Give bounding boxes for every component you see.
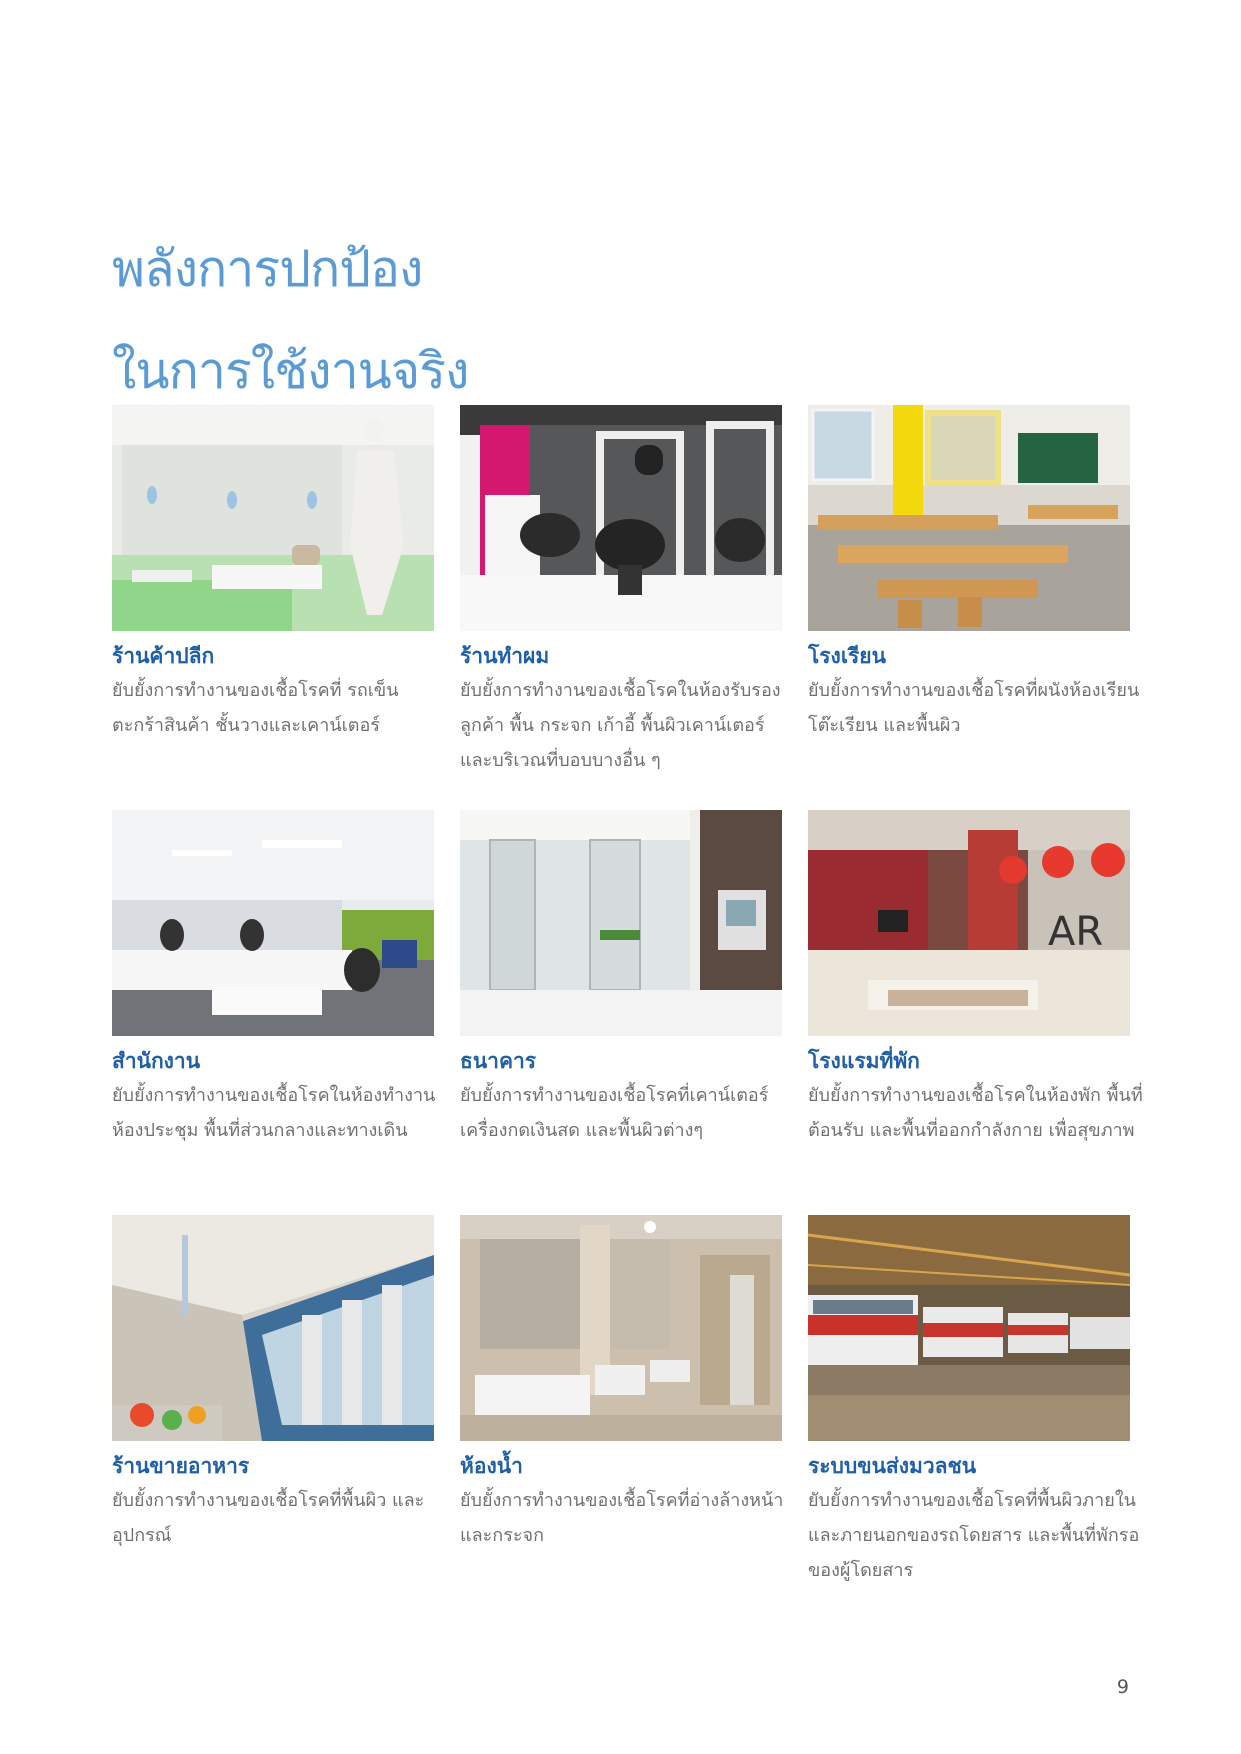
svg-text:AR: AR (1048, 909, 1104, 955)
card-transit (808, 1215, 1140, 1588)
card-description: ยับยั้งการทำงานของเชื้อโรคที่ รถเข็นตะกร้าสินค้า ชั้นวางและเคาน์เตอร์ (112, 680, 399, 736)
card-description: ยับยั้งการทำงานของเชื้อโรคที่อ่างล้างหน้า และกระจก (460, 1490, 784, 1546)
card-title: สำนักงาน (112, 1049, 201, 1073)
card-title: ระบบขนส่งมวลชน (808, 1454, 977, 1478)
heading-line-2: ในการใช้งานจริง (112, 342, 469, 400)
card-title: โรงแรมที่พัก (808, 1049, 920, 1073)
card-salon (460, 405, 782, 778)
card-title: ห้องน้ำ (460, 1454, 523, 1478)
hotel-lobby-photo (808, 810, 1130, 1036)
card-description: ยับยั้งการทำงานของเชื้อโรคในห้องรับรองลูกค้า พื้น กระจก เก้าอี้ พื้นผิวเคาน์เตอร์ และบริเวณที่บอบบางอื่น ๆ (460, 680, 781, 771)
card-title: ธนาคาร (460, 1049, 537, 1073)
card-description: ยับยั้งการทำงานของเชื้อโรคในห้องพัก พื้นที่ต้อนรับ และพื้นที่ออกกำลังกาย เพื่อสุขภาพ (808, 1085, 1143, 1141)
page-number: 9 (1116, 1676, 1129, 1698)
school-classroom-photo (808, 405, 1130, 631)
card-food-store (112, 1215, 434, 1553)
card-school (808, 405, 1140, 743)
card-title: ร้านขายอาหาร (112, 1454, 250, 1478)
card-description: ยับยั้งการทำงานของเชื้อโรคที่พื้นผิวภายในและภายนอกของรถโดยสาร และพื้นที่พักรอของผู้โดยสาร (808, 1490, 1140, 1581)
card-description: ยับยั้งการทำงานของเชื้อโรคในห้องทำงาน ห้องประชุม พื้นที่ส่วนกลางและทางเดิน (112, 1085, 436, 1141)
retail-store-photo (112, 405, 434, 631)
card-title: โรงเรียน (808, 644, 886, 668)
card-title: ร้านค้าปลีก (112, 644, 215, 668)
card-restroom (460, 1215, 782, 1553)
bank-atm-photo (460, 810, 782, 1036)
hair-salon-photo (460, 405, 782, 631)
grocery-store-photo (112, 1215, 434, 1441)
card-bank (460, 810, 782, 1148)
card-title: ร้านทำผม (460, 644, 550, 668)
card-office (112, 810, 434, 1148)
card-retail (112, 405, 434, 743)
restroom-photo (460, 1215, 782, 1441)
heading-line-1: พลังการปกป้อง (112, 240, 423, 298)
bus-depot-photo (808, 1215, 1130, 1441)
card-description: ยับยั้งการทำงานของเชื้อโรคที่ผนังห้องเรียน โต๊ะเรียน และพื้นผิว (808, 680, 1140, 736)
card-description: ยับยั้งการทำงานของเชื้อโรคที่พื้นผิว และอุปกรณ์ (112, 1490, 425, 1546)
page-heading (112, 218, 468, 422)
card-description: ยับยั้งการทำงานของเชื้อโรคที่เคาน์เตอร์ เครื่องกดเงินสด และพื้นผิวต่างๆ (460, 1085, 769, 1141)
office-photo (112, 810, 434, 1036)
card-hotel (808, 810, 1143, 1148)
